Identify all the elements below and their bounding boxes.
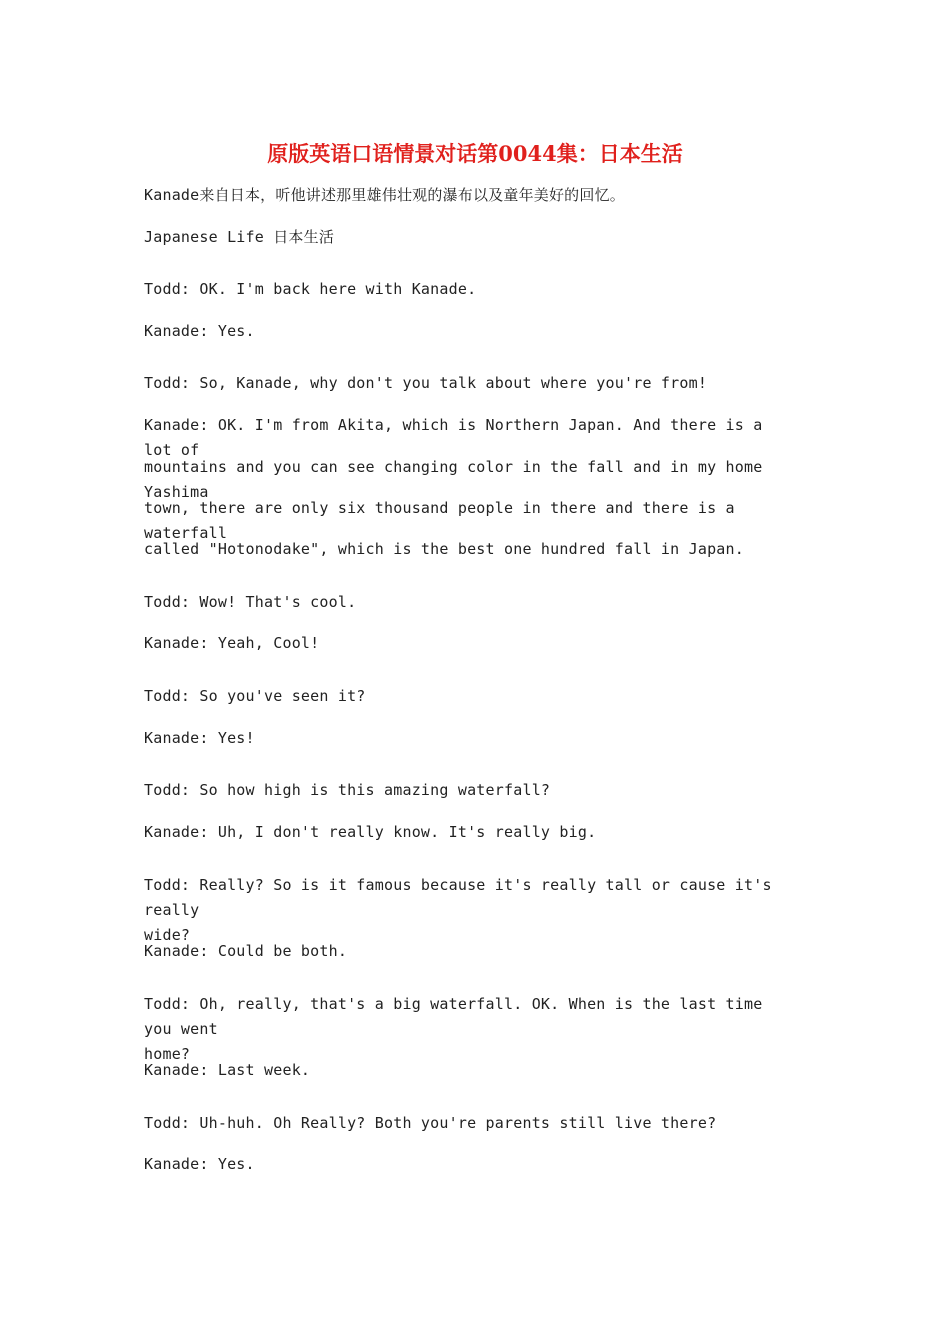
dialogue-line: Todd: Wow! That's cool. [144, 593, 357, 611]
section-subtitle: Japanese Life 日本生活 [144, 228, 335, 246]
dialogue-line: Kanade: Last week. [144, 1061, 311, 1079]
dialogue-line: Todd: Oh, really, that's a big waterfall. OK. When is the last time you went home? [144, 995, 763, 1063]
dialogue-line: Todd: Uh-huh. Oh Really? Both you're parents still live there? [144, 1114, 717, 1132]
intro-text: Kanade来自日本，听他讲述那里雄伟壮观的瀑布以及童年美好的回忆。 [144, 186, 625, 204]
dialogue-line: Kanade: Yes. [144, 1155, 255, 1173]
dialogue-line: Kanade: OK. I'm from Akita, which is Northern Japan. And there is a lot of [144, 416, 772, 459]
dialogue-line: called "Hotonodake", which is the best one hundred fall in Japan. [144, 540, 744, 558]
dialogue-line: Todd: So how high is this amazing waterfall? [144, 781, 551, 799]
dialogue-line: town, there are only six thousand people in there and there is a waterfall [144, 499, 745, 542]
dialogue-line: Kanade: Could be both. [144, 942, 348, 960]
dialogue-line: Kanade: Yes. [144, 322, 255, 340]
dialogue-line: Kanade: Uh, I don't really know. It's really big. [144, 823, 597, 841]
document-title: 原版英语口语情景对话第0044集：日本生活 [267, 141, 683, 166]
dialogue-line: Todd: Really? So is it famous because it's really tall or cause it's really wide? [144, 876, 772, 944]
dialogue-line: Kanade: Yes! [144, 729, 255, 747]
dialogue-line: Todd: So, Kanade, why don't you talk about where you're from! [144, 374, 708, 392]
dialogue-line: Todd: So you've seen it? [144, 687, 366, 705]
dialogue-line: Kanade: Yeah, Cool! [144, 634, 320, 652]
dialogue-line: Todd: OK. I'm back here with Kanade. [144, 280, 477, 298]
dialogue-line: mountains and you can see changing color in the fall and in my home Yashima [144, 458, 772, 501]
